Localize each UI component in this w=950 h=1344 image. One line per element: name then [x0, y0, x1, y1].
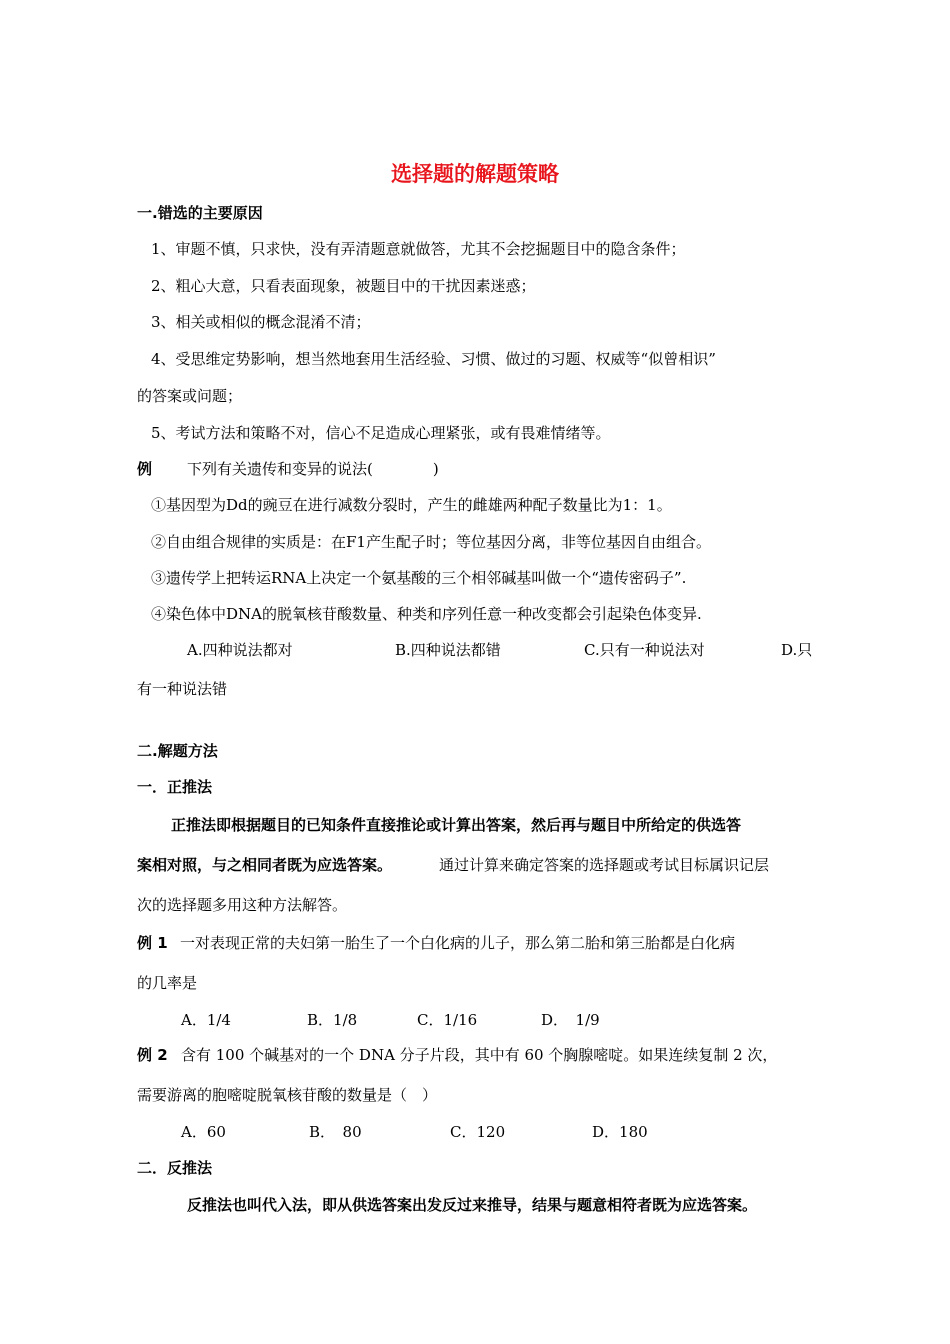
cause-item: 2、粗心大意，只看表面现象，被题目中的干扰因素迷惑； [151, 277, 536, 295]
option-d: D.只 [781, 641, 813, 659]
example-statement: ③遗传学上把转运RNA上决定一个氨基酸的三个相邻碱基叫做一个“遗传密码子”. [151, 569, 687, 587]
option-d: D．180 [592, 1123, 648, 1141]
cause-item: 1、审题不慎，只求快，没有弄清题意就做答，尤其不会挖掘题目中的隐含条件； [151, 240, 686, 258]
example-statement: ①基因型为Dd的豌豆在进行减数分裂时，产生的雌雄两种配子数量比为1：1。 [151, 496, 672, 514]
example2-stem: 需要游离的胞嘧啶脱氧核苷酸的数量是（ ） [137, 1086, 438, 1104]
example2-stem: 含有 100 个碱基对的一个 DNA 分子片段，其中有 60 个胸腺嘧啶。如果连续复制 2 次， [181, 1046, 778, 1064]
option-c: C．120 [450, 1123, 506, 1141]
cause-item: 的答案或问题； [137, 387, 243, 405]
option-a: A．1/4 [181, 1011, 231, 1029]
option-a: A.四种说法都对 [187, 641, 293, 659]
example1-stem: 的几率是 [137, 974, 198, 992]
option-d-wrap: 有一种说法错 [137, 680, 228, 698]
example1-label: 例 1 [137, 934, 168, 952]
option-b: B．1/8 [307, 1011, 358, 1029]
method1-desc: 正推法即根据题目的已知条件直接推论或计算出答案，然后再与题目中所给定的供选答 [171, 816, 742, 834]
section1-heading: 一.错选的主要原因 [137, 204, 263, 222]
method2-desc: 反推法也叫代入法，即从供选答案出发反过来推导，结果与题意相符者既为应选答案。 [187, 1196, 758, 1214]
option-c: C．1/16 [417, 1011, 478, 1029]
example-statement: ②自由组合规律的实质是：在F1产生配子时；等位基因分离，非等位基因自由组合。 [151, 533, 711, 551]
cause-item: 3、相关或相似的概念混淆不清； [151, 313, 371, 331]
option-b: B.四种说法都错 [395, 641, 501, 659]
method2-heading: 二．反推法 [137, 1159, 213, 1177]
example-stem: 下列有关遗传和变异的说法( ) [187, 460, 439, 478]
example2-label: 例 2 [137, 1046, 168, 1064]
method1-heading: 一．正推法 [137, 778, 213, 796]
section2-heading: 二.解题方法 [137, 742, 218, 760]
page-title: 选择题的解题策略 [391, 162, 559, 186]
option-b: B． 80 [309, 1123, 362, 1141]
method1-desc: 案相对照，与之相同者既为应选答案。 [137, 856, 393, 874]
method1-desc: 通过计算来确定答案的选择题或考试目标属识记层 [439, 856, 770, 874]
example1-stem: 一对表现正常的夫妇第一胎生了一个白化病的儿子，那么第二胎和第三胎都是白化病 [180, 934, 736, 952]
option-c: C.只有一种说法对 [584, 641, 705, 659]
option-d: D． 1/9 [541, 1011, 600, 1029]
example-statement: ④染色体中DNA的脱氧核苷酸数量、种类和序列任意一种改变都会引起染色体变异. [151, 605, 702, 623]
option-a: A．60 [181, 1123, 226, 1141]
example-label: 例 [137, 460, 153, 478]
method1-desc: 次的选择题多用这种方法解答。 [137, 896, 348, 914]
cause-item: 4、受思维定势影响，想当然地套用生活经验、习惯、做过的习题、权威等“似曾相识” [151, 350, 716, 368]
cause-item: 5、考试方法和策略不对，信心不足造成心理紧张，或有畏难情绪等。 [151, 424, 611, 442]
